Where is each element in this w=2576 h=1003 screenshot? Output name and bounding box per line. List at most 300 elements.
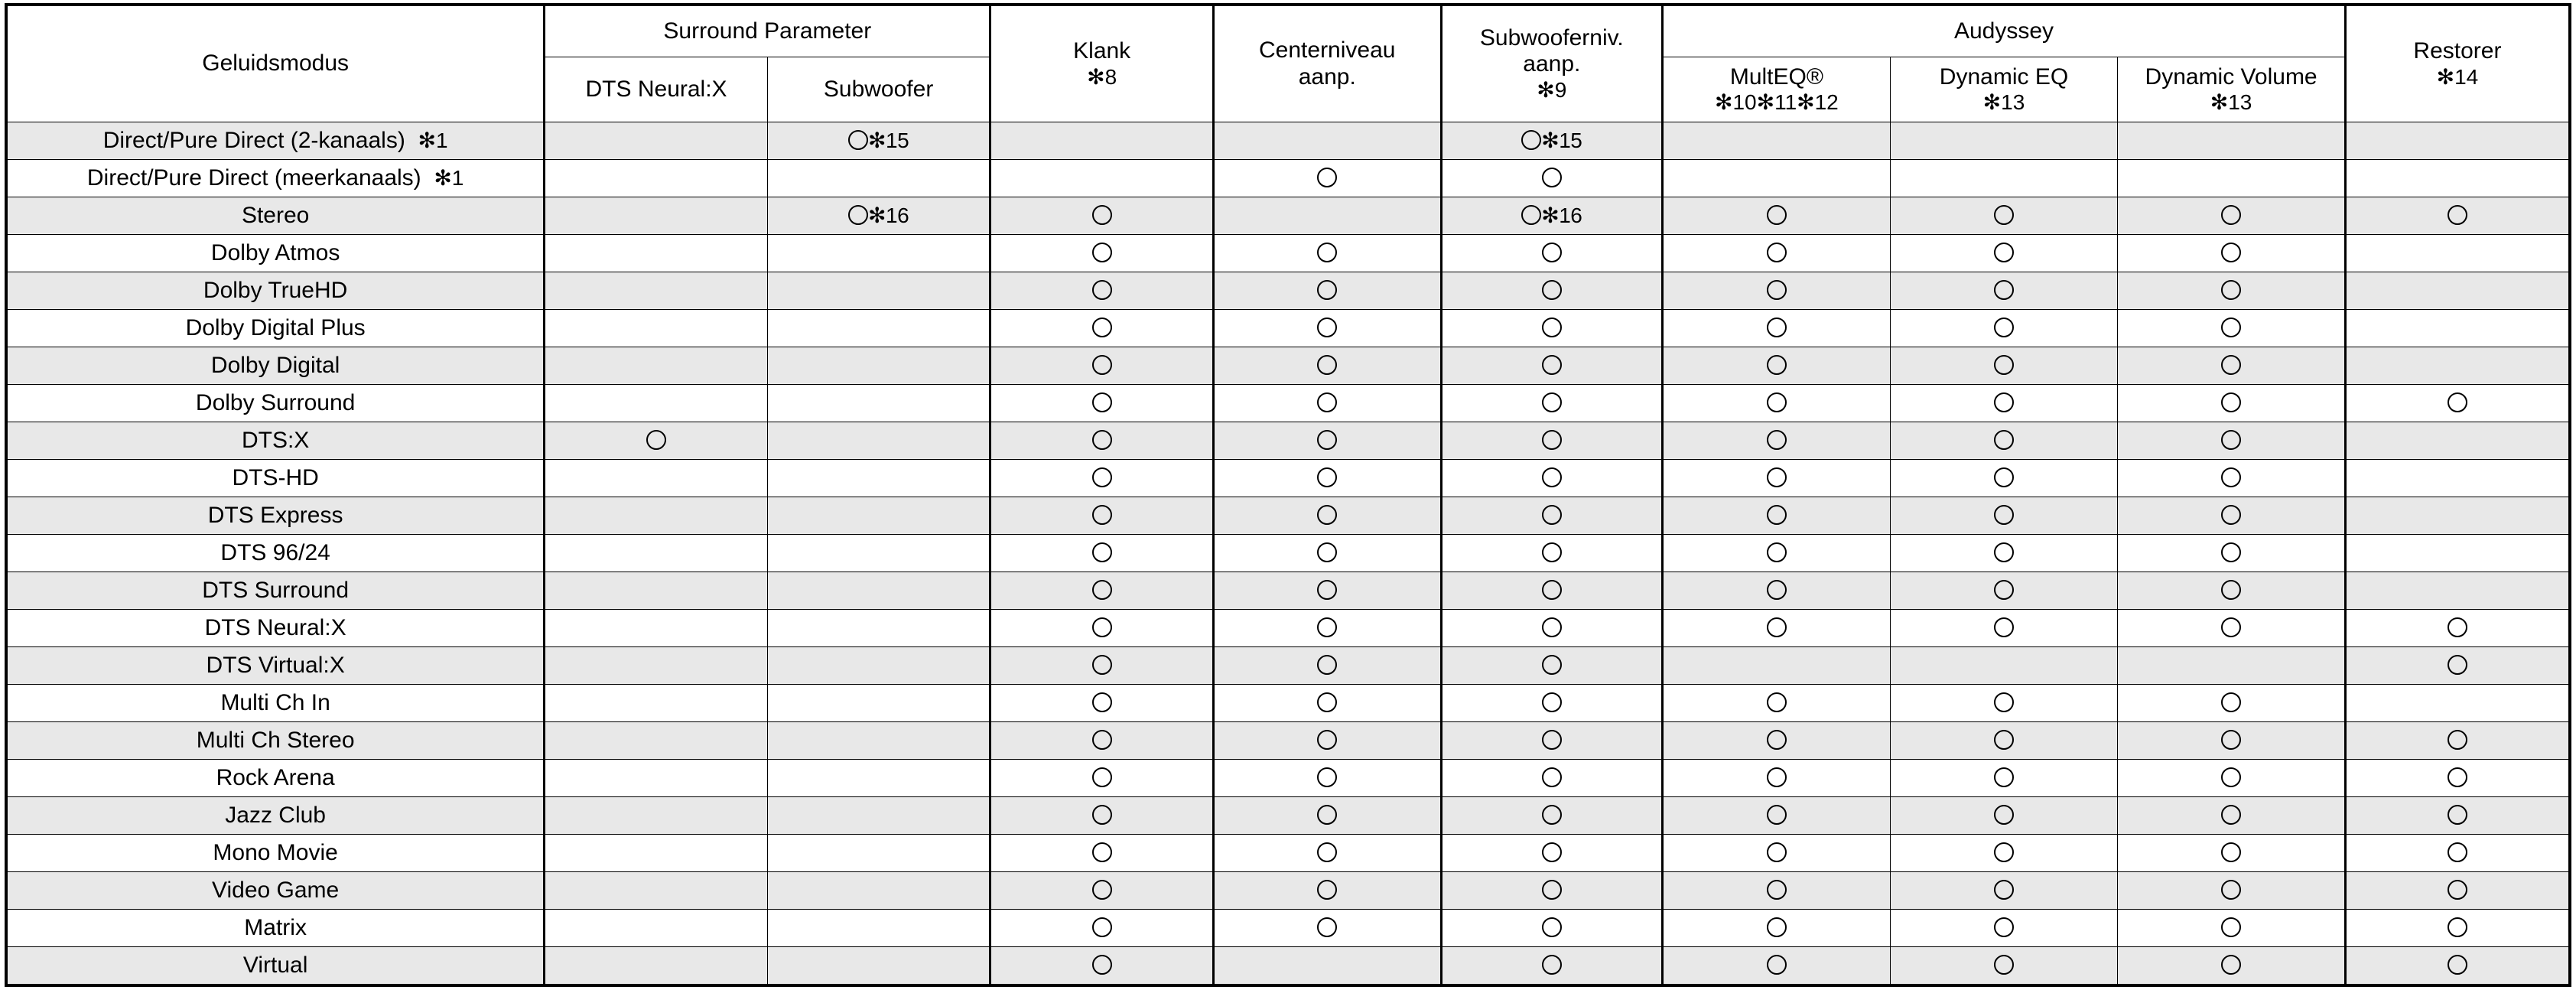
cell-subwoofer: [767, 310, 990, 347]
supported-circle-icon: [1092, 392, 1112, 412]
cell-subwoofer: [767, 610, 990, 647]
cell-restorer: [2345, 535, 2570, 572]
supported-circle-icon: [1994, 318, 2014, 337]
cell-subwooferniveau: [1441, 872, 1663, 910]
supported-circle-icon: [1317, 580, 1337, 600]
cell-subwooferniveau: [1441, 122, 1663, 160]
supported-circle-icon: [1994, 505, 2014, 525]
cell-sound-mode: Multi Ch Stereo: [6, 722, 545, 760]
header-sound-mode: Geluidsmodus: [6, 5, 545, 122]
cell-dynamic-volume: [2118, 722, 2346, 760]
cell-subwooferniveau: [1441, 272, 1663, 310]
cell-multeq: [1663, 835, 1891, 872]
supported-circle-icon: [2221, 355, 2241, 375]
header-restorer-note: ✻14: [2436, 64, 2479, 89]
supported-circle-icon: [2221, 617, 2241, 637]
supported-circle-icon: [1092, 692, 1112, 712]
cell-multeq: [1663, 122, 1891, 160]
supported-circle-icon: [2448, 617, 2467, 637]
supported-circle-icon: [1542, 617, 1562, 637]
cell-centerniveau: [1213, 235, 1441, 272]
supported-circle-icon: [1542, 580, 1562, 600]
supported-circle-icon: [1767, 318, 1787, 337]
cell-subwooferniveau: [1441, 647, 1663, 685]
cell-klank: [990, 422, 1214, 460]
cell-dynamic-volume: [2118, 647, 2346, 685]
cell-multeq: [1663, 872, 1891, 910]
cell-multeq: [1663, 497, 1891, 535]
cell-multeq: [1663, 910, 1891, 947]
cell-centerniveau: [1213, 422, 1441, 460]
cell-centerniveau: [1213, 910, 1441, 947]
supported-circle-icon: [1542, 655, 1562, 675]
supported-circle-icon: [2221, 580, 2241, 600]
supported-circle-icon: [1092, 318, 1112, 337]
cell-dynamic-eq: [1890, 347, 2118, 385]
supported-circle-icon: [1994, 430, 2014, 450]
cell-dts-neural-x: [545, 872, 768, 910]
cell-dts-neural-x: [545, 347, 768, 385]
cell-centerniveau: [1213, 272, 1441, 310]
supported-circle-icon: [1542, 542, 1562, 562]
header-subwooferniveau-note: ✻9: [1537, 77, 1567, 102]
cell-sound-mode: DTS Virtual:X: [6, 647, 545, 685]
cell-sound-mode: Multi Ch In: [6, 685, 545, 722]
supported-circle-icon: [1767, 617, 1787, 637]
cell-subwoofer: [767, 160, 990, 197]
supported-circle-icon: [2448, 955, 2467, 975]
cell-restorer: [2345, 910, 2570, 947]
cell-sound-mode: Dolby Digital: [6, 347, 545, 385]
cell-klank: [990, 197, 1214, 235]
supported-circle-icon: [2221, 955, 2241, 975]
cell-sound-mode: Dolby Surround: [6, 385, 545, 422]
cell-restorer: [2345, 122, 2570, 160]
cell-restorer: [2345, 872, 2570, 910]
supported-circle-icon: [2221, 205, 2241, 225]
cell-dynamic-volume: [2118, 310, 2346, 347]
cell-subwooferniveau: [1441, 797, 1663, 835]
header-dynamic-volume: [2118, 57, 2346, 122]
cell-subwooferniveau: [1441, 460, 1663, 497]
supported-circle-icon: [1767, 917, 1787, 937]
cell-dynamic-eq: [1890, 197, 2118, 235]
cell-subwooferniveau: [1441, 497, 1663, 535]
header-dynamic-eq: [1890, 57, 2118, 122]
supported-circle-icon: [1542, 430, 1562, 450]
cell-sound-mode: Dolby Atmos: [6, 235, 545, 272]
header-subwoofer: Subwoofer: [767, 57, 990, 122]
cell-dts-neural-x: [545, 535, 768, 572]
supported-circle-icon: [2448, 730, 2467, 750]
cell-subwooferniveau: [1441, 385, 1663, 422]
cell-dts-neural-x: [545, 760, 768, 797]
cell-subwoofer: [767, 497, 990, 535]
table-row: [6, 272, 2570, 310]
header-dynamic-eq-label: Dynamic EQ: [1939, 64, 2069, 90]
cell-dynamic-volume: [2118, 760, 2346, 797]
table-row: [6, 160, 2570, 197]
header-klank-note: ✻8: [1087, 64, 1117, 89]
supported-circle-icon: [1317, 617, 1337, 637]
supported-circle-icon: [1542, 917, 1562, 937]
supported-circle-icon: [2221, 243, 2241, 262]
cell-subwooferniveau: [1441, 310, 1663, 347]
cell-dynamic-volume: [2118, 872, 2346, 910]
supported-circle-icon: [1767, 767, 1787, 787]
cell-klank: [990, 572, 1214, 610]
table-row: [6, 835, 2570, 872]
cell-dynamic-volume: [2118, 835, 2346, 872]
cell-restorer: [2345, 385, 2570, 422]
cell-centerniveau: [1213, 872, 1441, 910]
cell-restorer: [2345, 272, 2570, 310]
cell-subwoofer: [767, 572, 990, 610]
supported-circle-icon: [1994, 467, 2014, 487]
cell-sound-mode: Stereo: [6, 197, 545, 235]
cell-klank: [990, 497, 1214, 535]
cell-restorer: [2345, 722, 2570, 760]
cell-dynamic-eq: [1890, 647, 2118, 685]
cell-subwooferniveau: [1441, 722, 1663, 760]
cell-klank: [990, 460, 1214, 497]
header-dts-neural-x: DTS Neural:X: [545, 57, 768, 122]
cell-sound-mode: [6, 160, 545, 197]
cell-dts-neural-x: [545, 197, 768, 235]
supported-circle-icon: [1521, 205, 1541, 225]
cell-restorer: [2345, 835, 2570, 872]
supported-circle-icon: [1994, 542, 2014, 562]
supported-circle-icon: [2448, 917, 2467, 937]
table-row: [6, 385, 2570, 422]
cell-dynamic-volume: [2118, 235, 2346, 272]
supported-circle-icon: [2448, 392, 2467, 412]
cell-sound-mode: Dolby Digital Plus: [6, 310, 545, 347]
cell-dynamic-volume: [2118, 947, 2346, 986]
cell-dynamic-eq: [1890, 572, 2118, 610]
header-multeq: [1663, 57, 1891, 122]
cell-centerniveau: [1213, 347, 1441, 385]
cell-dts-neural-x: [545, 685, 768, 722]
cell-klank: [990, 647, 1214, 685]
table-row: [6, 235, 2570, 272]
header-klank-label: Klank: [1073, 38, 1131, 64]
header-group-audyssey: Audyssey: [1663, 5, 2346, 57]
supported-circle-icon: [1767, 392, 1787, 412]
cell-multeq: [1663, 685, 1891, 722]
cell-restorer: [2345, 760, 2570, 797]
supported-circle-icon: [1767, 955, 1787, 975]
supported-circle-icon: [1317, 505, 1337, 525]
supported-circle-icon: [1767, 205, 1787, 225]
cell-subwoofer: [767, 760, 990, 797]
cell-dts-neural-x: [545, 610, 768, 647]
cell-subwoofer: [767, 385, 990, 422]
supported-circle-icon: [1767, 730, 1787, 750]
supported-circle-icon: [2221, 280, 2241, 300]
header-restorer-label: Restorer: [2413, 38, 2502, 64]
cell-subwoofer: [767, 197, 990, 235]
cell-dts-neural-x: [545, 572, 768, 610]
table-row: [6, 610, 2570, 647]
cell-centerniveau: [1213, 122, 1441, 160]
sound-mode-note: ✻1: [434, 165, 464, 190]
cell-dts-neural-x: [545, 272, 768, 310]
cell-subwoofer: [767, 347, 990, 385]
cell-restorer: [2345, 572, 2570, 610]
supported-circle-icon: [1994, 955, 2014, 975]
supported-circle-icon: [1092, 617, 1112, 637]
cell-sound-mode: Jazz Club: [6, 797, 545, 835]
cell-dynamic-eq: [1890, 947, 2118, 986]
cell-multeq: [1663, 647, 1891, 685]
supported-circle-icon: [1317, 767, 1337, 787]
cell-dynamic-eq: [1890, 910, 2118, 947]
cell-dynamic-volume: [2118, 460, 2346, 497]
cell-subwooferniveau: [1441, 535, 1663, 572]
cell-dynamic-eq: [1890, 160, 2118, 197]
header-restorer: [2345, 5, 2570, 122]
supported-circle-icon: [2448, 767, 2467, 787]
supported-circle-icon: [1092, 280, 1112, 300]
cell-klank: [990, 535, 1214, 572]
cell-sound-mode: DTS Neural:X: [6, 610, 545, 647]
supported-circle-icon: [1317, 467, 1337, 487]
cell-subwoofer: [767, 910, 990, 947]
header-centerniveau-label2: aanp.: [1298, 64, 1356, 90]
cell-dynamic-eq: [1890, 797, 2118, 835]
supported-circle-icon: [2221, 318, 2241, 337]
supported-circle-icon: [1092, 767, 1112, 787]
table-row: [6, 872, 2570, 910]
cell-subwoofer: [767, 235, 990, 272]
header-dynamic-volume-note: ✻13: [2210, 90, 2252, 115]
sound-mode-label: Direct/Pure Direct (2-kanaals): [102, 127, 418, 153]
supported-circle-icon: [1317, 280, 1337, 300]
header-dynamic-eq-note: ✻13: [1982, 90, 2025, 115]
header-centerniveau: [1213, 5, 1441, 122]
supported-circle-icon: [2221, 805, 2241, 825]
cell-klank: [990, 122, 1214, 160]
supported-circle-icon: [1317, 318, 1337, 337]
supported-circle-icon: [1767, 880, 1787, 900]
supported-circle-icon: [1994, 917, 2014, 937]
header-multeq-label: MultEQ®: [1729, 64, 1823, 90]
supported-circle-icon: [1994, 730, 2014, 750]
supported-circle-icon: [1767, 243, 1787, 262]
cell-multeq: [1663, 572, 1891, 610]
cell-dynamic-eq: [1890, 872, 2118, 910]
cell-klank: [990, 685, 1214, 722]
cell-klank: [990, 235, 1214, 272]
supported-circle-icon: [1767, 355, 1787, 375]
cell-dynamic-eq: [1890, 685, 2118, 722]
cell-multeq: [1663, 535, 1891, 572]
cell-subwoofer: [767, 422, 990, 460]
table-row: [6, 310, 2570, 347]
cell-dynamic-eq: [1890, 235, 2118, 272]
supported-circle-icon: [1092, 842, 1112, 862]
cell-dts-neural-x: [545, 497, 768, 535]
cell-dts-neural-x: [545, 460, 768, 497]
cell-restorer: [2345, 647, 2570, 685]
cell-klank: [990, 797, 1214, 835]
header-centerniveau-label: Centerniveau: [1259, 37, 1396, 63]
cell-subwoofer: [767, 535, 990, 572]
cell-multeq: [1663, 460, 1891, 497]
sound-mode-note: ✻1: [418, 128, 448, 152]
supported-circle-icon: [1994, 767, 2014, 787]
supported-circle-icon: [646, 430, 666, 450]
supported-circle-icon: [1092, 205, 1112, 225]
cell-sound-mode: [6, 122, 545, 160]
cell-klank: [990, 160, 1214, 197]
cell-dynamic-volume: [2118, 497, 2346, 535]
table-row: [6, 535, 2570, 572]
cell-dynamic-volume: [2118, 385, 2346, 422]
cell-dynamic-volume: [2118, 535, 2346, 572]
sound-mode-compatibility-table: [5, 3, 2571, 987]
supported-circle-icon: [2448, 880, 2467, 900]
cell-dynamic-eq: [1890, 122, 2118, 160]
supported-circle-icon: [1994, 392, 2014, 412]
table-row: [6, 422, 2570, 460]
cell-sound-mode: DTS 96/24: [6, 535, 545, 572]
cell-dynamic-eq: [1890, 610, 2118, 647]
cell-subwooferniveau: [1441, 947, 1663, 986]
supported-circle-icon: [1767, 505, 1787, 525]
supported-circle-icon: [2221, 692, 2241, 712]
cell-dynamic-eq: [1890, 385, 2118, 422]
supported-circle-icon: [1994, 842, 2014, 862]
cell-sound-mode: Rock Arena: [6, 760, 545, 797]
cell-subwooferniveau: [1441, 347, 1663, 385]
cell-multeq: [1663, 797, 1891, 835]
table-row: [6, 760, 2570, 797]
header-subwooferniveau-label: Subwooferniv.: [1479, 24, 1624, 50]
supported-circle-icon: [2448, 205, 2467, 225]
cell-centerniveau: [1213, 685, 1441, 722]
cell-multeq: [1663, 235, 1891, 272]
supported-circle-icon: [1521, 130, 1541, 150]
cell-centerniveau: [1213, 797, 1441, 835]
table-header: [6, 5, 2570, 122]
supported-circle-icon: [2221, 730, 2241, 750]
table-row: [6, 347, 2570, 385]
supported-circle-icon: [1542, 318, 1562, 337]
table-row: [6, 122, 2570, 160]
cell-subwoofer: [767, 835, 990, 872]
cell-klank: [990, 872, 1214, 910]
supported-circle-icon: [2221, 430, 2241, 450]
cell-subwoofer: [767, 460, 990, 497]
cell-restorer: [2345, 685, 2570, 722]
cell-sound-mode: Mono Movie: [6, 835, 545, 872]
cell-note: ✻15: [1541, 128, 1582, 152]
supported-circle-icon: [2221, 880, 2241, 900]
cell-centerniveau: [1213, 947, 1441, 986]
supported-circle-icon: [1542, 467, 1562, 487]
cell-restorer: [2345, 310, 2570, 347]
cell-klank: [990, 385, 1214, 422]
cell-multeq: [1663, 197, 1891, 235]
cell-subwoofer: [767, 272, 990, 310]
supported-circle-icon: [1317, 168, 1337, 187]
cell-centerniveau: [1213, 460, 1441, 497]
supported-circle-icon: [1542, 280, 1562, 300]
supported-circle-icon: [1994, 243, 2014, 262]
cell-sound-mode: DTS:X: [6, 422, 545, 460]
supported-circle-icon: [1317, 243, 1337, 262]
supported-circle-icon: [1092, 355, 1112, 375]
supported-circle-icon: [1092, 917, 1112, 937]
cell-restorer: [2345, 797, 2570, 835]
cell-multeq: [1663, 422, 1891, 460]
cell-subwoofer: [767, 722, 990, 760]
supported-circle-icon: [1092, 730, 1112, 750]
cell-klank: [990, 272, 1214, 310]
cell-dts-neural-x: [545, 122, 768, 160]
cell-restorer: [2345, 422, 2570, 460]
cell-dts-neural-x: [545, 910, 768, 947]
supported-circle-icon: [1542, 767, 1562, 787]
cell-multeq: [1663, 347, 1891, 385]
cell-subwooferniveau: [1441, 235, 1663, 272]
cell-klank: [990, 347, 1214, 385]
header-group-surround-parameter: Surround Parameter: [545, 5, 990, 57]
table-row: [6, 197, 2570, 235]
cell-centerniveau: [1213, 310, 1441, 347]
supported-circle-icon: [1092, 467, 1112, 487]
table-row: [6, 722, 2570, 760]
supported-circle-icon: [1994, 280, 2014, 300]
supported-circle-icon: [1542, 168, 1562, 187]
cell-dynamic-volume: [2118, 197, 2346, 235]
cell-restorer: [2345, 235, 2570, 272]
supported-circle-icon: [2448, 805, 2467, 825]
cell-dynamic-volume: [2118, 422, 2346, 460]
supported-circle-icon: [1542, 505, 1562, 525]
cell-dynamic-volume: [2118, 685, 2346, 722]
cell-subwooferniveau: [1441, 760, 1663, 797]
cell-dynamic-volume: [2118, 610, 2346, 647]
supported-circle-icon: [2221, 767, 2241, 787]
supported-circle-icon: [1994, 880, 2014, 900]
supported-circle-icon: [1542, 842, 1562, 862]
cell-subwoofer: [767, 872, 990, 910]
cell-subwoofer: [767, 647, 990, 685]
cell-dts-neural-x: [545, 235, 768, 272]
cell-centerniveau: [1213, 535, 1441, 572]
cell-klank: [990, 610, 1214, 647]
supported-circle-icon: [1092, 243, 1112, 262]
cell-note: ✻16: [1541, 203, 1582, 227]
supported-circle-icon: [2448, 842, 2467, 862]
cell-dynamic-eq: [1890, 272, 2118, 310]
cell-restorer: [2345, 197, 2570, 235]
cell-subwooferniveau: [1441, 160, 1663, 197]
supported-circle-icon: [1767, 692, 1787, 712]
supported-circle-icon: [1317, 842, 1337, 862]
supported-circle-icon: [848, 205, 868, 225]
supported-circle-icon: [1767, 430, 1787, 450]
cell-dynamic-volume: [2118, 572, 2346, 610]
cell-subwoofer: [767, 797, 990, 835]
supported-circle-icon: [1317, 355, 1337, 375]
cell-centerniveau: [1213, 610, 1441, 647]
cell-centerniveau: [1213, 197, 1441, 235]
table-row: [6, 797, 2570, 835]
